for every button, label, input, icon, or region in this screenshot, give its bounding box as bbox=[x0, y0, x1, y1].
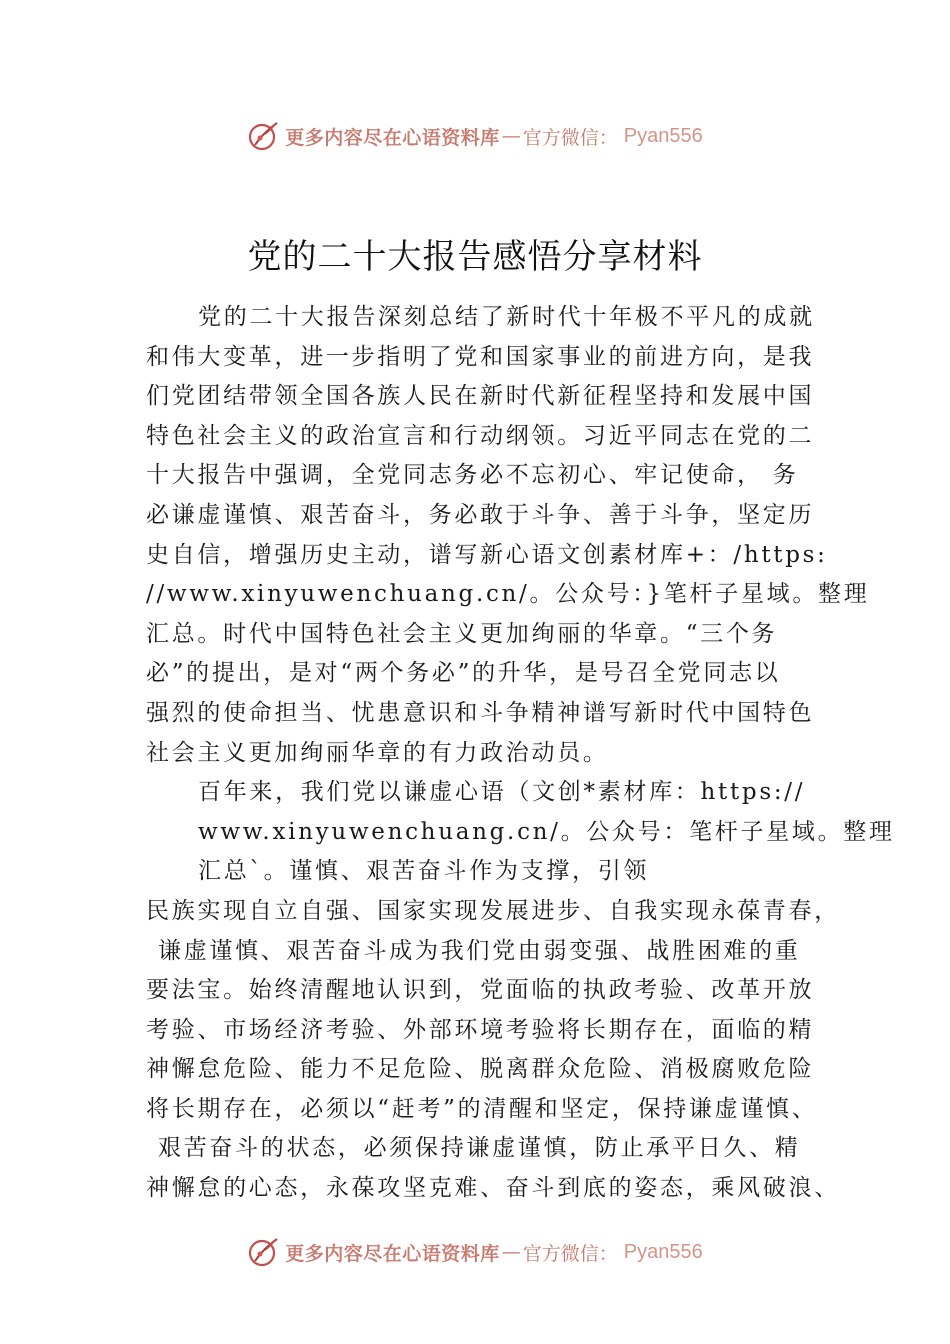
body-line: 要法宝。始终清醒地认识到，党面临的执政考验、改革开放 bbox=[146, 977, 815, 1004]
banner-wechat-label: 官方微信： bbox=[522, 1242, 618, 1265]
body-line: 强烈的使命担当、忧患意识和斗争精神谱写新时代中国特色 bbox=[146, 699, 815, 726]
body-line: 必”的提出，是对“两个务必”的升华，是号召全党同志以 bbox=[146, 660, 781, 687]
footer-watermark-banner bbox=[0, 1232, 950, 1272]
banner-text: 更多内容尽在心语资料库 bbox=[285, 126, 500, 149]
banner-wechat-id: Pyan556 bbox=[623, 124, 703, 147]
body-line: 将长期存在，必须以“赶考”的清醒和坚定，保持谦虚谨慎、 bbox=[146, 1095, 818, 1122]
body-line: //www.xinyuwenchuang.cn/。公众号：}笔杆子星域。整理 bbox=[146, 581, 870, 608]
body-line: 党的二十大报告深刻总结了新时代十年极不平凡的成就 bbox=[198, 304, 815, 330]
document-body bbox=[146, 298, 895, 1209]
body-line: 社会主义更加绚丽华章的有力政治动员。 bbox=[146, 739, 609, 766]
body-line: 艰苦奋斗的状态，必须保持谦虚谨慎，防止承平日久、精 bbox=[158, 1135, 801, 1162]
body-line: 十大报告中强调，全党同志务必不忘初心、牢记使命， 务 bbox=[146, 462, 799, 489]
body-line: 们党团结带领全国各族人民在新时代新征程坚持和发展中国 bbox=[146, 383, 815, 410]
banner-dash: — bbox=[501, 125, 521, 147]
body-line: 谦虚谨慎、艰苦奋斗成为我们党由弱变强、战胜困难的重 bbox=[158, 937, 801, 964]
body-line: 神懈怠危险、能力不足危险、脱离群众危险、消极腐败危险 bbox=[146, 1056, 815, 1083]
body-line: 和伟大变革，进一步指明了党和国家事业的前进方向，是我 bbox=[146, 343, 815, 370]
quill-logo-icon bbox=[247, 1235, 281, 1269]
quill-logo-icon bbox=[247, 119, 281, 153]
body-line: 考验、市场经济考验、外部环境考验将长期存在，面临的精 bbox=[146, 1016, 815, 1043]
body-line: www.xinyuwenchuang.cn/。公众号：笔杆子星域。整理 bbox=[198, 818, 895, 845]
banner-dash: — bbox=[501, 1241, 521, 1263]
body-line: 必谦虚谨慎、艰苦奋斗，务必敢于斗争、善于斗争，坚定历 bbox=[146, 501, 815, 528]
body-line: 特色社会主义的政治宣言和行动纲领。习近平同志在党的二 bbox=[146, 422, 815, 449]
banner-wechat-id: Pyan556 bbox=[623, 1240, 703, 1263]
header-watermark-banner bbox=[0, 116, 950, 156]
body-line: 神懈怠的心态，永葆攻坚克难、奋斗到底的姿态，乘风破浪、 bbox=[146, 1175, 840, 1202]
body-line: 汇总。时代中国特色社会主义更加绚丽的华章。“三个务 bbox=[146, 620, 778, 647]
banner-text: 更多内容尽在心语资料库 bbox=[285, 1242, 500, 1265]
body-line: 百年来，我们党以谦虚心语（文创*素材库：https:// bbox=[198, 779, 806, 806]
body-line: 民族实现自立自强、国家实现发展进步、自我实现永葆青春， bbox=[146, 897, 840, 924]
body-line: 史自信，增强历史主动，谱写新心语文创素材库+：/https: bbox=[146, 541, 828, 568]
document-title: 党的二十大报告感悟分享材料 bbox=[247, 236, 703, 277]
body-line: 汇总`。谨慎、艰苦奋斗作为支撑，引领 bbox=[198, 858, 650, 885]
banner-wechat-label: 官方微信： bbox=[522, 126, 618, 149]
